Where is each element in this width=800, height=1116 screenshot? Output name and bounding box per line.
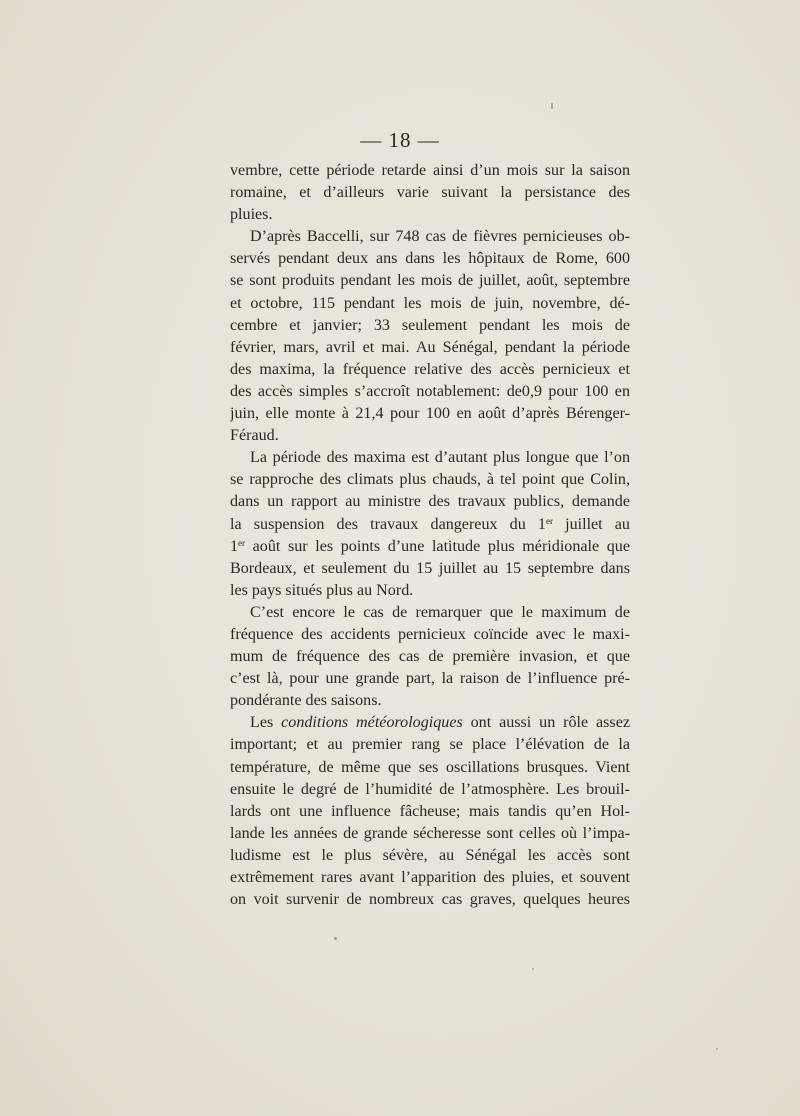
text-line-content: lards ont une influence fâcheuse; mais tandis qu’en Hol- xyxy=(230,802,630,820)
text-line xyxy=(230,867,630,889)
text-line xyxy=(230,359,630,381)
text-line xyxy=(230,536,630,558)
text-line xyxy=(230,226,630,248)
superscript: er xyxy=(238,537,246,548)
text-line-content: D’après Baccelli, sur 748 cas de fièvres pernicieuses ob- xyxy=(250,228,630,246)
text-line-content: romaine, et d’ailleurs varie suivant la persistance des xyxy=(230,184,630,202)
text-line-content: se rapproche des climats plus chauds, à tel point que Colin, xyxy=(230,471,630,489)
text-line xyxy=(230,624,630,646)
text-line xyxy=(230,469,630,491)
text-line xyxy=(230,182,630,204)
text-line-content: et octobre, 115 pendant les mois de juin, novembre, dé- xyxy=(230,294,630,312)
text-line-content: des maxima, la fréquence relative des accès pernicieux et xyxy=(230,360,630,378)
text-line-content: des accès simples s’accroît notablement: de0,9 pour 100 en xyxy=(230,382,630,400)
italic-term: conditions météorologiques xyxy=(281,714,463,732)
text-line xyxy=(230,889,630,911)
text-line-content: cembre et janvier; 33 seulement pendant les mois de xyxy=(230,316,630,334)
text-line xyxy=(230,491,630,513)
text-line-content: c’est là, pour une grande part, la raison de l’influence pré- xyxy=(230,670,630,688)
text-line-content: ensuite le degré de l’humidité de l’atmosphère. Les brouil- xyxy=(230,780,630,798)
text-line xyxy=(230,558,630,580)
text-line-content: fréquence des accidents pernicieux coïncide avec le maxi- xyxy=(230,625,630,643)
text-line xyxy=(230,646,630,668)
text-line-content: C’est encore le cas de remarquer que le maximum de xyxy=(250,603,630,621)
text-line-content: ludisme est le plus sévère, au Sénégal les accès sont xyxy=(230,846,630,864)
paper-speck xyxy=(551,103,553,109)
text-line-content: température, de même que ses oscillations brusques. Vient xyxy=(230,758,630,776)
superscript: er xyxy=(545,515,553,526)
text-line-content: février, mars, avril et mai. Au Sénégal, pendant la période xyxy=(230,338,630,356)
text-line-content: les pays situés plus au Nord. xyxy=(230,581,414,599)
text-line xyxy=(230,801,630,823)
page-number: — 18 — xyxy=(360,128,440,152)
text-line-content: août sur les points d’une latitude plus méridionale que xyxy=(245,537,630,555)
paper-speck xyxy=(334,937,337,940)
text-line-content: se sont produits pendant les mois de juillet, août, septembre xyxy=(230,272,630,290)
text-line xyxy=(230,690,630,712)
text-line xyxy=(230,204,630,226)
text-line xyxy=(230,337,630,359)
text-line-content: dans un rapport au ministre des travaux publics, demande xyxy=(230,493,630,511)
text-line-content: on voit survenir de nombreux cas graves, quelques heures xyxy=(230,891,630,909)
text-line xyxy=(230,293,630,315)
text-line-content: Les xyxy=(250,714,282,732)
paper-speck xyxy=(716,1048,718,1050)
text-line xyxy=(230,823,630,845)
text-line xyxy=(230,381,630,403)
text-line xyxy=(230,160,630,182)
text-line xyxy=(230,270,630,292)
text-line xyxy=(230,403,630,425)
text-line-content: pondérante des saisons. xyxy=(230,692,382,710)
body-text xyxy=(230,160,630,911)
text-line-content: Féraud. xyxy=(230,427,279,445)
text-line-content: La période des maxima est d’autant plus longue que l’on xyxy=(250,449,630,467)
text-line-content: 1 xyxy=(230,537,239,555)
text-line xyxy=(230,248,630,270)
text-line xyxy=(230,757,630,779)
text-line xyxy=(230,734,630,756)
text-line xyxy=(230,845,630,867)
text-line-content: mum de fréquence des cas de première invasion, et que xyxy=(230,648,630,666)
text-line xyxy=(230,447,630,469)
text-line xyxy=(230,779,630,801)
text-line xyxy=(230,514,630,536)
text-line-content: pluies. xyxy=(230,206,273,224)
text-line-content: juillet au xyxy=(552,515,630,533)
paper-speck xyxy=(532,968,534,970)
text-line-content: extrêmement rares avant l’apparition des pluies, et souvent xyxy=(230,869,630,886)
text-line-content: important; et au premier rang se place l’élévation de la xyxy=(230,736,630,754)
text-line xyxy=(230,668,630,690)
text-line-content: la suspension des travaux dangereux du 1 xyxy=(230,515,546,533)
text-line xyxy=(230,712,630,734)
text-line xyxy=(230,580,630,602)
text-line xyxy=(230,315,630,337)
text-line-content: servés pendant deux ans dans les hôpitaux de Rome, 600 xyxy=(230,250,630,268)
text-line-content: vembre, cette période retarde ainsi d’un mois sur la saison xyxy=(230,162,630,179)
text-line-content: ont aussi un rôle assez xyxy=(462,714,630,732)
text-line-content: juin, elle monte à 21,4 pour 100 en août d’après Bérenger- xyxy=(230,405,630,423)
text-line-content: Bordeaux, et seulement du 15 juillet au 15 septembre dans xyxy=(230,559,630,577)
text-line xyxy=(230,425,630,447)
text-line xyxy=(230,602,630,624)
text-line-content: lande les années de grande sécheresse sont celles où l’impa- xyxy=(230,824,630,842)
